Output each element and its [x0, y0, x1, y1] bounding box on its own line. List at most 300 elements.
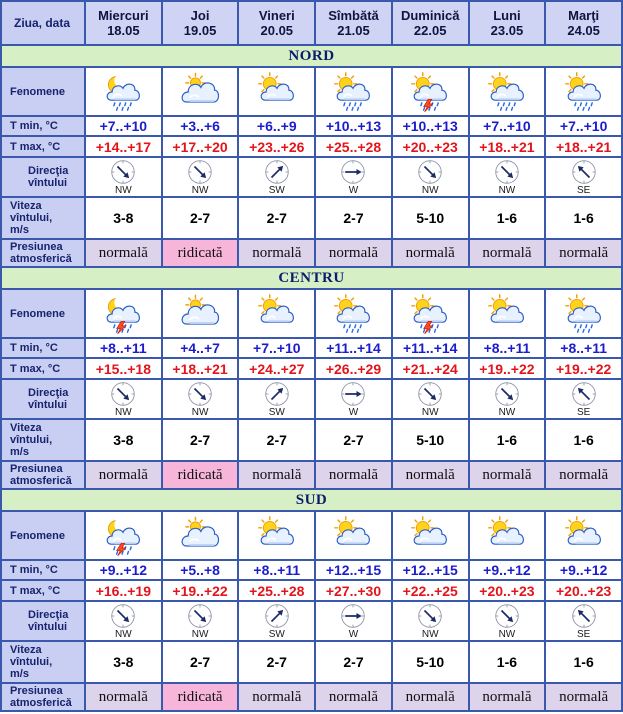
pressure-cell	[86, 240, 161, 266]
tmin-cell	[316, 561, 391, 579]
tmax-value: +23..+26	[249, 138, 305, 155]
tmin-value: +8..+11	[253, 562, 301, 578]
day-date: 19.05	[183, 23, 217, 38]
day-header	[546, 2, 621, 44]
tmin-value: +7..+10	[559, 118, 608, 134]
wind-speed-cell	[86, 198, 161, 238]
wind-speed-cell	[546, 420, 621, 460]
compass-icon	[494, 159, 520, 185]
tmax-cell	[316, 137, 391, 156]
row-label-wind-direction	[2, 158, 84, 196]
day-name: Joi	[190, 8, 210, 23]
wind-direction-value: NW	[191, 406, 209, 418]
phenomena-cell	[546, 512, 621, 559]
row-label-pressure	[2, 240, 84, 266]
row-label-text: T min, °C	[10, 120, 58, 132]
phenomena-cell	[163, 68, 238, 115]
wind-direction-value: NW	[498, 184, 516, 196]
tmin-cell	[546, 561, 621, 579]
day-header	[316, 2, 391, 44]
wind-speed-cell	[86, 642, 161, 682]
region-name: NORD	[288, 47, 335, 64]
tmin-value: +12..+15	[402, 562, 458, 578]
wind-speed-value: 2-7	[189, 654, 211, 670]
tmax-value: +18..+21	[479, 138, 535, 155]
day-date: 22.05	[413, 23, 447, 38]
tmin-cell	[163, 339, 238, 357]
wind-direction-cell	[316, 380, 391, 418]
tmin-value: +10..+13	[402, 118, 458, 134]
wind-speed-value: 2-7	[266, 654, 287, 670]
wind-speed-value: 1-6	[496, 210, 518, 226]
pressure-cell	[86, 462, 161, 488]
pressure-value: normală	[98, 466, 148, 483]
wind-speed-value: 1-6	[496, 432, 518, 448]
row-label-text: Viteza vîntului, m/s	[10, 422, 53, 458]
row-label-text: T min, °C	[10, 342, 58, 354]
wind-speed-value: 2-7	[343, 432, 364, 448]
phenomena-cell	[239, 512, 314, 559]
pressure-value: normală	[252, 466, 302, 483]
compass-icon	[187, 159, 213, 185]
tmax-cell	[316, 581, 391, 600]
tmax-value: +20..+23	[479, 582, 535, 599]
wind-direction-cell	[163, 602, 238, 640]
wind-direction-value: NW	[421, 406, 439, 418]
wind-speed-cell	[163, 642, 238, 682]
compass-icon	[110, 603, 136, 629]
pressure-value: normală	[98, 244, 148, 261]
pressure-cell	[393, 684, 468, 710]
tmin-cell	[546, 117, 621, 135]
pressure-cell	[470, 462, 545, 488]
sun-cloud-rain-icon	[564, 72, 604, 112]
wind-speed-value: 2-7	[189, 210, 211, 226]
wind-speed-cell	[393, 420, 468, 460]
wind-direction-cell	[546, 380, 621, 418]
compass-icon	[571, 603, 597, 629]
wind-direction-cell	[316, 158, 391, 196]
sun-cloud-icon	[333, 516, 373, 556]
day-header	[393, 2, 468, 44]
pressure-value: normală	[559, 688, 609, 705]
wind-direction-value: NW	[421, 628, 439, 640]
wind-direction-value: W	[348, 184, 359, 196]
phenomena-cell	[546, 290, 621, 337]
tmin-cell	[470, 339, 545, 357]
wind-direction-value: NW	[191, 628, 209, 640]
tmax-cell	[163, 137, 238, 156]
wind-direction-value: SW	[268, 184, 285, 196]
wind-direction-value: W	[348, 628, 359, 640]
tmin-cell	[393, 117, 468, 135]
tmax-value: +20..+23	[556, 582, 612, 599]
tmax-cell	[239, 137, 314, 156]
tmax-value: +24..+27	[249, 360, 305, 377]
pressure-cell	[239, 462, 314, 488]
phenomena-cell	[163, 290, 238, 337]
moon-cloud-rain-icon	[103, 72, 143, 112]
row-label-text: T min, °C	[10, 564, 58, 576]
pressure-value: normală	[482, 244, 532, 261]
pressure-cell	[316, 684, 391, 710]
phenomena-cell	[239, 290, 314, 337]
wind-direction-value: SE	[576, 184, 591, 196]
tmax-cell	[163, 359, 238, 378]
moon-cloud-thunder-icon	[103, 294, 143, 334]
day-name: Sîmbătă	[328, 8, 379, 23]
day-name: Vineri	[258, 8, 295, 23]
tmax-cell	[163, 581, 238, 600]
tmax-cell	[470, 581, 545, 600]
wind-speed-value: 5-10	[416, 654, 445, 670]
row-label-pressure	[2, 462, 84, 488]
row-label-text: Direcţia vîntului	[28, 609, 69, 633]
tmin-cell	[393, 339, 468, 357]
pressure-cell	[316, 240, 391, 266]
wind-direction-value: W	[348, 406, 359, 418]
wind-direction-cell	[546, 158, 621, 196]
tmax-value: +18..+21	[556, 138, 612, 155]
region-title	[2, 490, 621, 510]
wind-speed-cell	[470, 420, 545, 460]
tmin-cell	[393, 561, 468, 579]
sun-cloud-rain-icon	[487, 72, 527, 112]
tmin-cell	[546, 339, 621, 357]
tmin-cell	[316, 339, 391, 357]
pressure-value: normală	[559, 244, 609, 261]
tmax-value: +16..+19	[95, 582, 151, 599]
compass-icon	[110, 159, 136, 185]
day-date: 18.05	[107, 23, 140, 38]
tmax-value: +14..+17	[95, 138, 151, 155]
wind-direction-value: NW	[115, 406, 132, 418]
wind-speed-value: 5-10	[416, 210, 445, 226]
tmin-cell	[470, 561, 545, 579]
wind-speed-value: 3-8	[113, 654, 134, 670]
row-label-phenomena	[2, 68, 84, 115]
sun-cloud-rain-icon	[333, 294, 373, 334]
row-label-tmin	[2, 561, 84, 579]
tmax-value: +26..+29	[325, 360, 382, 377]
tmax-value: +27..+30	[325, 582, 382, 599]
compass-icon	[340, 603, 366, 629]
row-label-text: Viteza vîntului, m/s	[10, 644, 53, 680]
header-label: Ziua, data	[14, 16, 71, 30]
phenomena-cell	[393, 68, 468, 115]
wind-speed-value: 2-7	[266, 210, 287, 226]
tmin-value: +8..+11	[560, 340, 607, 356]
pressure-value: normală	[559, 466, 609, 483]
day-date: 21.05	[337, 23, 370, 38]
compass-icon	[571, 381, 597, 407]
tmax-cell	[393, 137, 468, 156]
wind-speed-value: 1-6	[496, 654, 518, 670]
phenomena-cell	[86, 512, 161, 559]
row-label-tmax	[2, 359, 84, 378]
pressure-value: normală	[98, 688, 148, 705]
row-label-text: Fenomene	[10, 529, 66, 542]
wind-speed-cell	[239, 198, 314, 238]
tmax-value: +18..+21	[172, 360, 228, 377]
tmax-cell	[239, 359, 314, 378]
day-date: 23.05	[490, 23, 524, 38]
phenomena-cell	[470, 290, 545, 337]
tmin-cell	[86, 117, 161, 135]
pressure-value: normală	[482, 466, 532, 483]
wind-speed-cell	[393, 198, 468, 238]
compass-icon	[417, 603, 443, 629]
phenomena-cell	[393, 290, 468, 337]
row-label-text: T max, °C	[10, 584, 61, 597]
row-label-text: Presiunea atmosferică	[10, 241, 72, 265]
tmin-value: +7..+10	[99, 118, 148, 134]
wind-speed-value: 2-7	[189, 432, 211, 448]
compass-icon	[417, 159, 443, 185]
phenomena-cell	[86, 68, 161, 115]
row-label-text: T max, °C	[10, 362, 61, 375]
tmin-cell	[86, 339, 161, 357]
row-label-text: Viteza vîntului, m/s	[10, 200, 53, 236]
row-label-tmin	[2, 339, 84, 357]
row-label-wind-speed	[2, 420, 84, 460]
wind-speed-cell	[163, 198, 238, 238]
compass-icon	[571, 159, 597, 185]
tmax-cell	[393, 581, 468, 600]
compass-icon	[264, 381, 290, 407]
pressure-cell	[470, 240, 545, 266]
row-label-text: Fenomene	[10, 307, 66, 320]
pressure-value: normală	[252, 688, 302, 705]
pressure-cell	[316, 462, 391, 488]
wind-direction-value: NW	[498, 406, 516, 418]
pressure-value: normală	[405, 688, 455, 705]
wind-direction-cell	[470, 602, 545, 640]
pressure-cell	[239, 684, 314, 710]
wind-direction-cell	[163, 380, 238, 418]
pressure-value: normală	[328, 688, 379, 705]
row-label-tmin	[2, 117, 84, 135]
sun-cloud-icon	[257, 294, 297, 334]
tmin-value: +12..+15	[325, 562, 382, 578]
day-name: Marţi	[568, 8, 600, 23]
wind-speed-value: 3-8	[113, 432, 134, 448]
cloud-sun-icon	[180, 294, 220, 334]
wind-direction-cell	[470, 380, 545, 418]
pressure-value: normală	[328, 244, 379, 261]
sun-cloud-rain-icon	[564, 294, 604, 334]
tmax-cell	[316, 359, 391, 378]
tmax-cell	[546, 581, 621, 600]
sun-cloud-thunder-icon	[410, 294, 450, 334]
wind-speed-value: 1-6	[573, 210, 594, 226]
tmin-value: +11..+14	[402, 340, 458, 356]
row-label-wind-speed	[2, 198, 84, 238]
tmin-value: +7..+10	[253, 340, 301, 356]
sun-cloud-icon	[257, 516, 297, 556]
sun-cloud-icon	[410, 516, 450, 556]
pressure-cell	[393, 240, 468, 266]
pressure-value: normală	[405, 466, 455, 483]
tmax-value: +17..+20	[172, 138, 228, 155]
tmin-value: +9..+12	[99, 562, 148, 578]
phenomena-cell	[393, 512, 468, 559]
wind-speed-value: 2-7	[266, 432, 287, 448]
tmax-value: +20..+23	[402, 138, 458, 155]
wind-direction-cell	[393, 380, 468, 418]
tmin-value: +5..+8	[180, 562, 220, 578]
compass-icon	[264, 603, 290, 629]
tmax-value: +19..+22	[479, 360, 535, 377]
phenomena-cell	[470, 68, 545, 115]
wind-direction-cell	[86, 158, 161, 196]
pressure-value: normală	[482, 688, 532, 705]
pressure-cell	[239, 240, 314, 266]
pressure-value: ridicată	[177, 244, 223, 261]
compass-icon	[494, 603, 520, 629]
wind-direction-cell	[239, 602, 314, 640]
pressure-value: ridicată	[177, 466, 223, 483]
phenomena-cell	[163, 512, 238, 559]
phenomena-cell	[316, 512, 391, 559]
region-title	[2, 46, 621, 66]
tmin-cell	[239, 339, 314, 357]
tmax-value: +15..+18	[95, 360, 151, 377]
tmax-cell	[470, 137, 545, 156]
day-name: Duminică	[400, 8, 460, 23]
cloud-sun-icon	[180, 516, 220, 556]
wind-direction-value: SW	[268, 406, 285, 418]
region-name: SUD	[295, 491, 328, 508]
pressure-cell	[546, 462, 621, 488]
pressure-value: ridicată	[177, 688, 223, 705]
pressure-value: normală	[328, 466, 379, 483]
tmax-cell	[86, 137, 161, 156]
tmin-value: +8..+11	[483, 340, 531, 356]
tmax-value: +19..+22	[556, 360, 612, 377]
tmax-cell	[239, 581, 314, 600]
row-label-wind-speed	[2, 642, 84, 682]
tmin-value: +6..+9	[256, 118, 297, 134]
tmax-cell	[86, 359, 161, 378]
sun-cloud-icon	[487, 294, 527, 334]
tmin-cell	[86, 561, 161, 579]
wind-direction-cell	[470, 158, 545, 196]
wind-direction-cell	[393, 158, 468, 196]
pressure-value: normală	[405, 244, 455, 261]
wind-direction-cell	[239, 380, 314, 418]
wind-speed-value: 2-7	[343, 654, 364, 670]
sun-cloud-icon	[487, 516, 527, 556]
row-label-wind-direction	[2, 602, 84, 640]
tmin-value: +3..+6	[180, 118, 220, 134]
wind-speed-value: 1-6	[573, 432, 594, 448]
phenomena-cell	[546, 68, 621, 115]
wind-speed-value: 5-10	[416, 432, 445, 448]
tmin-cell	[239, 561, 314, 579]
phenomena-cell	[470, 512, 545, 559]
day-header	[470, 2, 545, 44]
wind-speed-value: 1-6	[573, 654, 594, 670]
phenomena-cell	[239, 68, 314, 115]
tmin-value: +10..+13	[325, 118, 382, 134]
tmin-value: +4..+7	[180, 340, 220, 356]
cloud-sun-icon	[180, 72, 220, 112]
wind-direction-value: NW	[191, 184, 209, 196]
wind-speed-cell	[239, 420, 314, 460]
header-corner-cell	[2, 2, 84, 44]
wind-speed-cell	[316, 420, 391, 460]
wind-direction-value: SW	[268, 628, 285, 640]
tmax-cell	[393, 359, 468, 378]
day-date: 20.05	[260, 23, 294, 38]
sun-cloud-rain-icon	[333, 72, 373, 112]
wind-speed-value: 2-7	[343, 210, 364, 226]
tmax-value: +22..+25	[402, 582, 458, 599]
tmax-cell	[546, 137, 621, 156]
wind-speed-cell	[470, 642, 545, 682]
wind-direction-value: NW	[115, 184, 132, 196]
row-label-tmax	[2, 137, 84, 156]
pressure-cell	[546, 240, 621, 266]
pressure-cell	[163, 684, 238, 710]
tmax-value: +19..+22	[172, 582, 228, 599]
day-header	[86, 2, 161, 44]
wind-direction-value: NW	[421, 184, 439, 196]
wind-direction-cell	[86, 380, 161, 418]
tmin-value: +7..+10	[483, 118, 531, 134]
compass-icon	[110, 381, 136, 407]
day-header	[163, 2, 238, 44]
row-label-phenomena	[2, 512, 84, 559]
pressure-value: normală	[252, 244, 302, 261]
wind-direction-cell	[546, 602, 621, 640]
sun-cloud-icon	[257, 72, 297, 112]
wind-direction-value: SE	[576, 406, 591, 418]
day-date: 24.05	[567, 23, 600, 38]
region-name: CENTRU	[278, 269, 345, 286]
row-label-text: Direcţia vîntului	[28, 387, 69, 411]
pressure-cell	[393, 462, 468, 488]
row-label-text: Direcţia vîntului	[28, 165, 69, 189]
phenomena-cell	[316, 290, 391, 337]
tmin-cell	[163, 117, 238, 135]
sun-cloud-icon	[564, 516, 604, 556]
compass-icon	[340, 159, 366, 185]
row-label-pressure	[2, 684, 84, 710]
wind-direction-cell	[393, 602, 468, 640]
wind-direction-cell	[163, 158, 238, 196]
tmin-value: +9..+12	[559, 562, 608, 578]
wind-speed-cell	[393, 642, 468, 682]
pressure-cell	[86, 684, 161, 710]
wind-speed-cell	[316, 642, 391, 682]
sun-cloud-thunder-icon	[410, 72, 450, 112]
row-label-tmax	[2, 581, 84, 600]
row-label-phenomena	[2, 290, 84, 337]
compass-icon	[494, 381, 520, 407]
compass-icon	[264, 159, 290, 185]
wind-speed-value: 3-8	[113, 210, 134, 226]
row-label-text: Presiunea atmosferică	[10, 685, 72, 709]
wind-direction-cell	[316, 602, 391, 640]
tmin-cell	[470, 117, 545, 135]
wind-direction-cell	[239, 158, 314, 196]
tmin-cell	[163, 561, 238, 579]
tmin-cell	[239, 117, 314, 135]
tmax-cell	[470, 359, 545, 378]
wind-direction-cell	[86, 602, 161, 640]
